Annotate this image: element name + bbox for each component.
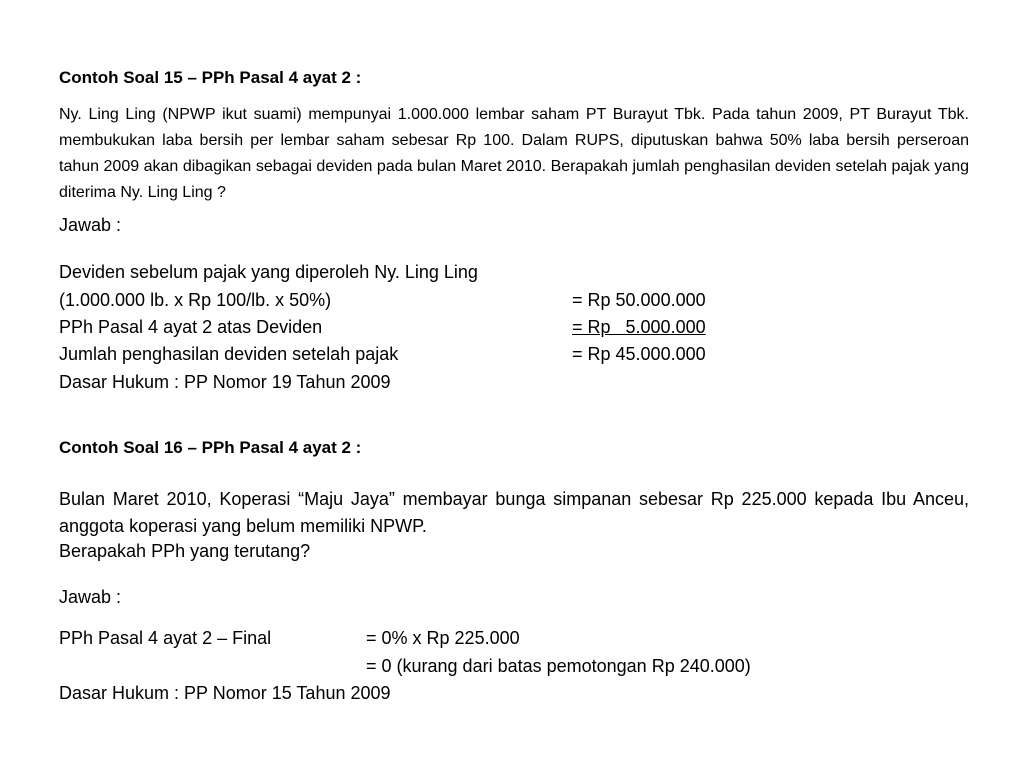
soal-15-row-label: PPh Pasal 4 ayat 2 atas Deviden (59, 317, 323, 337)
soal-16-calc-value: = 0 (kurang dari batas pemotongan Rp 240.000) (366, 656, 751, 676)
soal-15-title: Contoh Soal 15 – PPh Pasal 4 ayat 2 : (59, 68, 362, 87)
soal-16-question: Bulan Maret 2010, Koperasi “Maju Jaya” membayar bunga simpanan sebesar Rp 225.000 kepada Ibu Anceu, anggota koperasi yang belum memiliki NPWP. (59, 489, 969, 536)
soal-15-row-value: = Rp 50.000.000 (572, 290, 706, 310)
soal-16-calc-label: PPh Pasal 4 ayat 2 – Final (59, 628, 272, 648)
soal-16-legal-basis: Dasar Hukum : PP Nomor 15 Tahun 2009 (59, 683, 391, 703)
soal-15-row-value: = Rp 5.000.000 (572, 317, 706, 337)
soal-16-calc-value: = 0% x Rp 225.000 (366, 628, 520, 648)
soal-16-answer-label: Jawab : (59, 587, 122, 607)
soal-15-row-label: Deviden sebelum pajak yang diperoleh Ny. Ling Ling (59, 262, 478, 282)
soal-15-answer-label: Jawab : (59, 215, 122, 235)
soal-15-row-value: = Rp 45.000.000 (572, 344, 706, 364)
soal-16-title: Contoh Soal 16 – PPh Pasal 4 ayat 2 : (59, 438, 362, 457)
soal-16-question-2: Berapakah PPh yang terutang? (59, 541, 311, 561)
soal-15-question: Ny. Ling Ling (NPWP ikut suami) mempunyai 1.000.000 lembar saham PT Burayut Tbk. Pada tahun 2009, PT Burayut Tbk. membukukan laba bersih per lembar saham sebesar Rp 100. Dalam RUPS, diputuskan bahwa 50% laba bersih perseroan tahun 2009 akan dibagikan sebagai deviden pada bulan Maret 2010. Berapakah jumlah penghasilan deviden setelah pajak yang diterima Ny. Ling Ling ? (59, 106, 969, 201)
soal-15-row-label: Jumlah penghasilan deviden setelah pajak (59, 344, 399, 364)
soal-15-row-label: (1.000.000 lb. x Rp 100/lb. x 50%) (59, 290, 332, 310)
soal-15-legal-basis: Dasar Hukum : PP Nomor 19 Tahun 2009 (59, 372, 391, 392)
